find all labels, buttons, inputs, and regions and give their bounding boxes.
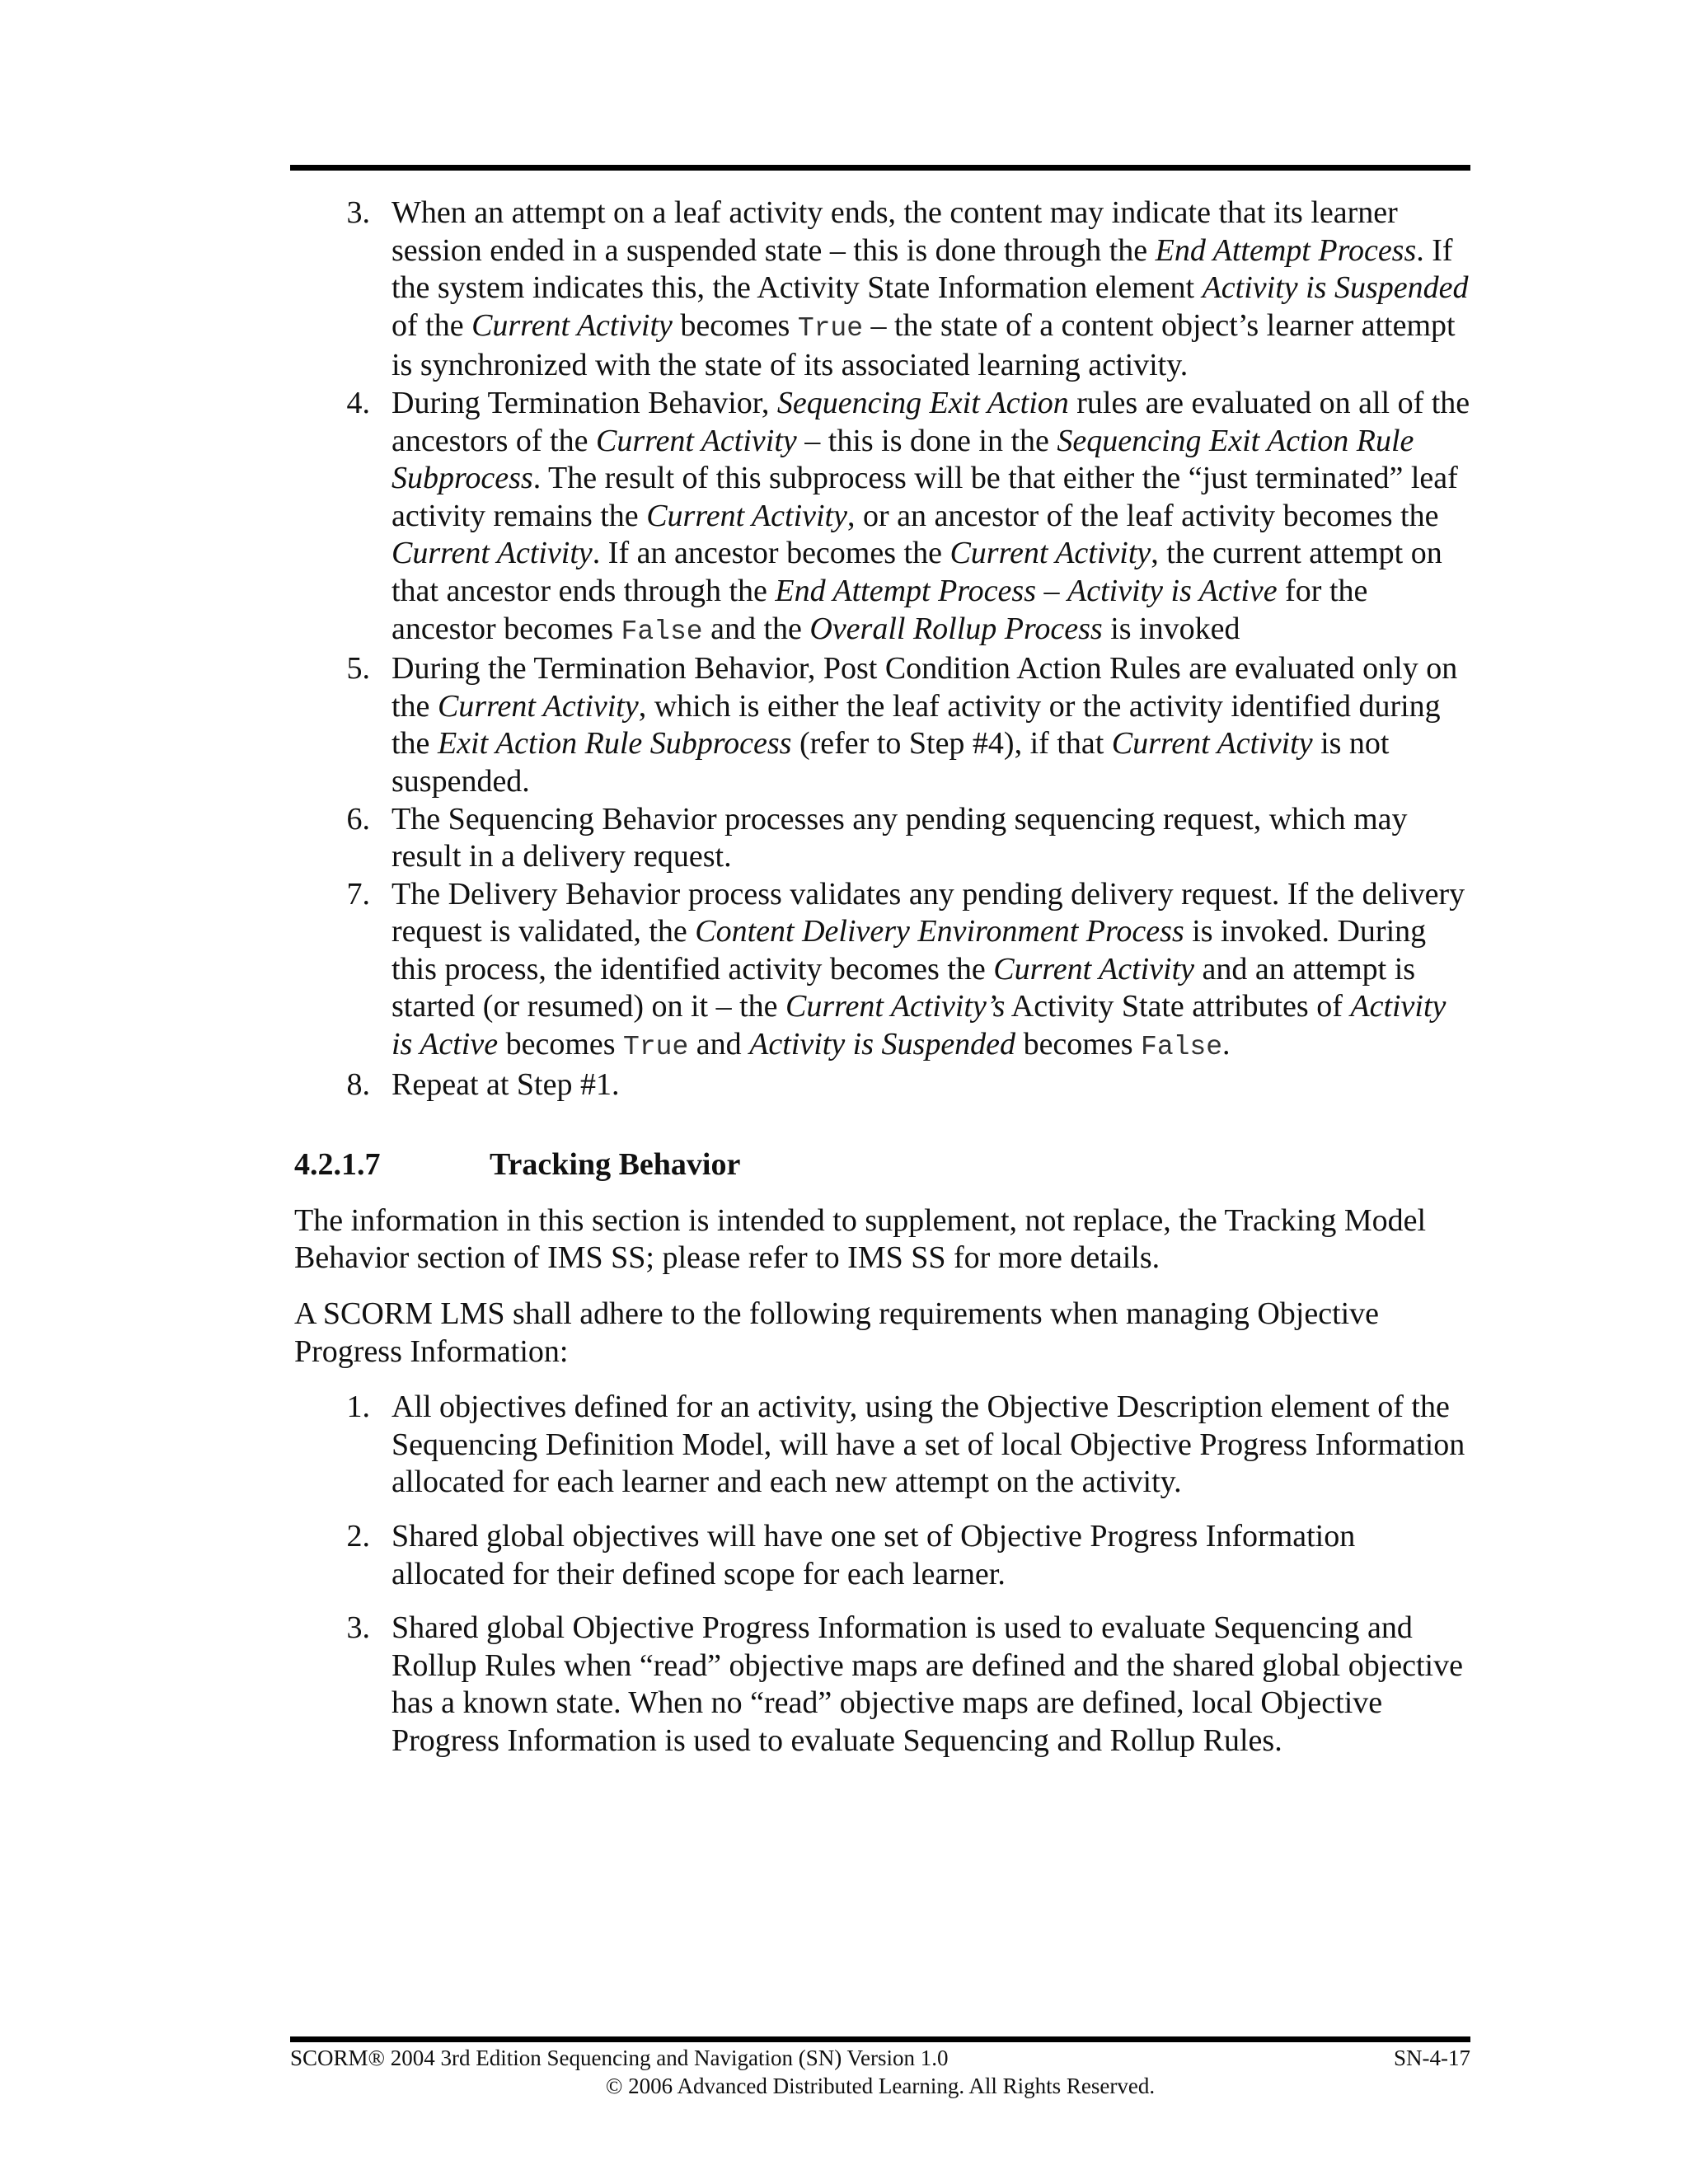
list-item-text: [392, 1067, 619, 1102]
list-item: [294, 801, 1470, 876]
text-run: . If an ancestor becomes the: [592, 536, 950, 571]
list-item: [294, 194, 1470, 385]
text-run: becomes: [672, 307, 798, 343]
emphasis-term: Content Delivery Environment Process: [695, 914, 1184, 949]
text-run: of the: [392, 307, 472, 343]
list-item-text: [392, 386, 1470, 646]
emphasis-term: Current Activity: [993, 951, 1195, 987]
text-run: rules are evaluated on all of the ancestors of the: [392, 385, 1470, 458]
section-title: Tracking Behavior: [490, 1147, 741, 1183]
section-number: 4.2.1.7: [294, 1147, 381, 1183]
list-item: [294, 1610, 1470, 1760]
emphasis-term: Sequencing Exit Action Rule Subprocess: [392, 423, 1414, 496]
emphasis-term: Current Activity: [1111, 726, 1313, 762]
requirements-lead-paragraph: A SCORM LMS shall adhere to the following requirements when managing Objective Progress Information:: [294, 1296, 1380, 1369]
text-run: becomes: [1015, 1027, 1142, 1062]
text-run: and the: [702, 611, 810, 646]
emphasis-term: Current Activity’s: [785, 989, 1006, 1024]
list-number: 4.: [346, 385, 370, 420]
text-run: Repeat at Step #1.: [392, 1066, 620, 1102]
list-item-text: [392, 651, 1457, 799]
text-run: , or an ancestor of the leaf activity becomes the: [846, 498, 1439, 533]
emphasis-term: Current Activity: [392, 536, 593, 571]
emphasis-term: Current Activity: [950, 536, 1151, 571]
footer-copyright: © 2006 Advanced Distributed Learning. All Rights Reserved.: [605, 2074, 1156, 2098]
list-number: 2.: [346, 1519, 370, 1554]
list-number: 5.: [346, 651, 370, 687]
emphasis-term: Current Activity: [471, 307, 673, 343]
text-run: The Delivery Behavior process validates any pending delivery request. If the delivery request is validated, the: [392, 876, 1465, 949]
emphasis-term: Sequencing Exit Action: [776, 385, 1069, 420]
list-item: [294, 1066, 1470, 1104]
emphasis-term: Exit Action Rule Subprocess: [437, 726, 792, 762]
text-run: – the state of a content object’s learner attempt is synchronized with the state of its associated learning activity.: [392, 307, 1456, 383]
text-run: , which is either the leaf activity or the activity identified during the: [392, 688, 1441, 762]
emphasis-term: Activity is Active: [392, 989, 1447, 1062]
text-run: Activity State attributes of: [1005, 989, 1351, 1024]
requirements-list: [294, 1389, 1470, 1760]
emphasis-term: End Attempt Process: [775, 573, 1036, 608]
emphasis-term: Activity is Active: [1067, 573, 1278, 608]
code-literal: True: [797, 312, 864, 344]
emphasis-term: End Attempt Process: [1155, 232, 1417, 268]
list-item: [294, 1389, 1470, 1502]
list-item-text: All objectives defined for an activity, using the Objective Description element of the Sequencing Definition Model, will have a set of local Objective Progress Information allocated for each learner and each new attempt on the activity.: [392, 1390, 1465, 1500]
list-item-text: [392, 877, 1465, 1062]
page-footer: [290, 2044, 1470, 2100]
list-number: 3.: [346, 195, 370, 230]
footer-document-title: SCORM® 2004 3rd Edition Sequencing and Navigation (SN) Version 1.0: [290, 2046, 949, 2070]
text-run: – this is done in the: [796, 423, 1057, 458]
text-run: is invoked. During this process, the identified activity becomes the: [392, 914, 1427, 987]
list-item: [294, 876, 1470, 1066]
list-number: 8.: [346, 1066, 370, 1102]
code-literal: False: [621, 616, 703, 647]
emphasis-term: Overall Rollup Process: [809, 611, 1103, 646]
list-item: [294, 1518, 1470, 1593]
emphasis-term: Activity is Suspended: [749, 1027, 1016, 1062]
code-literal: True: [623, 1032, 689, 1063]
header-rule: [290, 165, 1470, 171]
code-literal: False: [1141, 1032, 1223, 1063]
text-run: and an attempt is started (or resumed) on it – the: [392, 951, 1416, 1024]
list-number: 1.: [346, 1390, 370, 1425]
text-run: . If the system indicates this, the Activity State Information element: [392, 232, 1453, 306]
page-content: [294, 194, 1470, 1777]
list-number: 3.: [346, 1610, 370, 1646]
emphasis-term: Current Activity: [437, 688, 639, 724]
list-item-text: Shared global Objective Progress Information is used to evaluate Sequencing and Rollup Rules when “read” objective maps are defined and the shared global objective has a known state. When no “read” objective maps are defined, local Objective Progress Information is used to evaluate Sequencing and Rollup Rules.: [392, 1610, 1463, 1758]
text-run: When an attempt on a leaf activity ends, the content may indicate that its learner session ended in a suspended state – this is done through the: [392, 195, 1398, 268]
list-item: [294, 385, 1470, 650]
emphasis-term: Activity is Suspended: [1202, 270, 1469, 306]
list-number: 7.: [346, 876, 370, 912]
text-run: The Sequencing Behavior processes any pending sequencing request, which may result in a delivery request.: [392, 801, 1408, 874]
list-item-text: [392, 195, 1469, 382]
text-run: , the current attempt on that ancestor ends through the: [392, 536, 1442, 608]
section-heading: [294, 1146, 1470, 1184]
list-item-text: Shared global objectives will have one set of Objective Progress Information allocated for their defined scope for each learner.: [392, 1519, 1356, 1591]
text-run: During the Termination Behavior, Post Condition Action Rules are evaluated only on the: [392, 651, 1458, 724]
text-run: During Termination Behavior,: [392, 385, 777, 420]
emphasis-term: Current Activity: [646, 498, 847, 533]
emphasis-term: Current Activity: [595, 423, 797, 458]
text-run: and: [688, 1027, 750, 1062]
step-list: [294, 194, 1470, 1104]
list-item: [294, 650, 1470, 800]
text-run: .: [1222, 1027, 1231, 1062]
text-run: is not suspended.: [392, 726, 1390, 799]
page-number: SN-4-17: [1394, 2046, 1470, 2070]
footer-rule: [290, 2036, 1470, 2042]
text-run: (refer to Step #4), if that: [791, 726, 1112, 762]
list-item-text: [392, 802, 1408, 874]
text-run: –: [1036, 573, 1067, 608]
text-run: for the ancestor becomes: [392, 573, 1368, 646]
list-number: 6.: [346, 801, 370, 837]
intro-paragraph: The information in this section is intended to supplement, not replace, the Tracking Model Behavior section of IMS SS; please refer to IMS SS for more details.: [294, 1202, 1427, 1276]
text-run: becomes: [498, 1027, 624, 1062]
text-run: is invoked: [1102, 611, 1240, 646]
text-run: . The result of this subprocess will be that either the “just terminated” leaf activity remains the: [392, 461, 1458, 533]
